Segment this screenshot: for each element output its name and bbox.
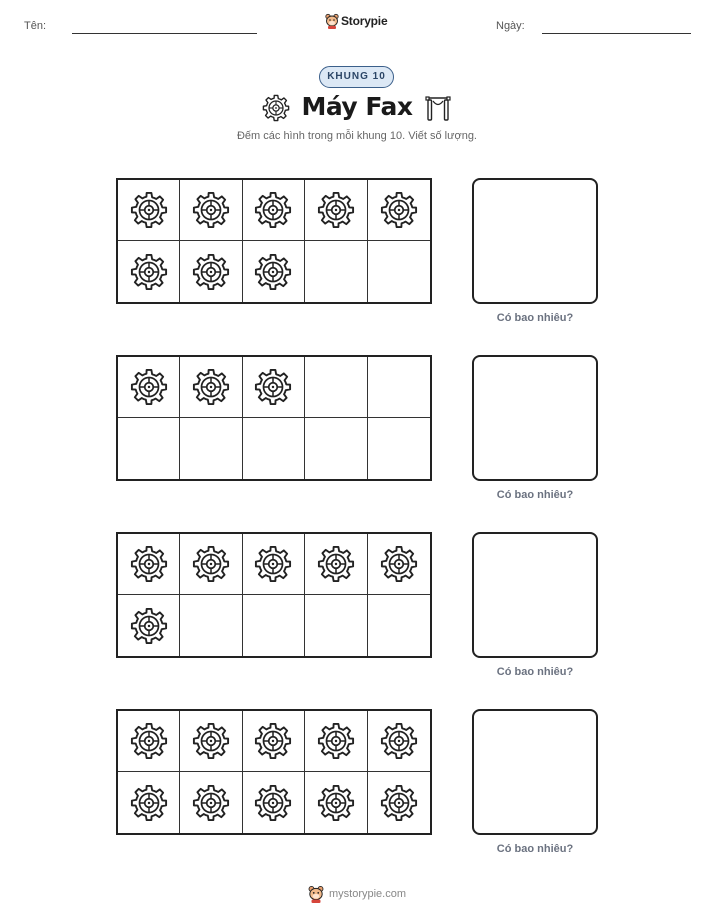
- ten-frame-cell: [368, 595, 430, 656]
- ten-frame-cell: [243, 241, 305, 302]
- bear-mascot-icon: [325, 13, 339, 29]
- ten-frame-cell: [243, 595, 305, 656]
- date-write-line: [542, 33, 691, 34]
- gear-icon: [192, 545, 230, 583]
- gear-icon: [130, 607, 168, 645]
- page-title: Máy Fax: [301, 92, 413, 121]
- footer: [0, 885, 714, 903]
- ten-frame-cell: [118, 241, 180, 302]
- ten-frame-cell: [180, 534, 242, 595]
- ten-frame-cell: [368, 534, 430, 595]
- instruction-text: Đếm các hình trong mỗi khung 10. Viết số lượng.: [236, 130, 477, 142]
- ten-frame-cell: [118, 595, 180, 656]
- gear-icon: [254, 191, 292, 229]
- ten-frame-cell: [368, 772, 430, 833]
- ten-frame-cell: [243, 357, 305, 418]
- name-label: Tên:: [24, 20, 47, 32]
- ten-frame-cell: [305, 711, 367, 772]
- gear-icon: [317, 191, 355, 229]
- ten-frame-cell: [180, 180, 242, 241]
- ten-frame: [116, 178, 432, 304]
- question-label: Có bao nhiêu?: [496, 666, 574, 678]
- gear-icon: [192, 722, 230, 760]
- gear-icon: [380, 722, 418, 760]
- name-write-line: [72, 33, 257, 34]
- gear-icon: [317, 545, 355, 583]
- brand-name: Storypie: [341, 14, 388, 28]
- gear-icon: [380, 191, 418, 229]
- gear-icon: [192, 784, 230, 822]
- ten-frame-cell: [118, 534, 180, 595]
- gear-icon: [130, 722, 168, 760]
- gear-icon: [192, 368, 230, 406]
- ten-frame-cell: [368, 418, 430, 479]
- ten-frame-cell: [368, 711, 430, 772]
- category-badge: KHUNG 10: [319, 66, 394, 88]
- gear-icon: [254, 253, 292, 291]
- ten-frame-cell: [305, 418, 367, 479]
- ten-frame-cell: [118, 357, 180, 418]
- ten-frame-cell: [368, 241, 430, 302]
- question-label: Có bao nhiêu?: [496, 489, 574, 501]
- gear-icon: [254, 368, 292, 406]
- date-label: Ngày:: [496, 20, 525, 32]
- ten-frame-cell: [368, 180, 430, 241]
- ten-frame-cell: [180, 241, 242, 302]
- ten-frame-cell: [118, 180, 180, 241]
- ten-frame-cell: [305, 595, 367, 656]
- question-label: Có bao nhiêu?: [496, 843, 574, 855]
- answer-box[interactable]: [472, 532, 598, 658]
- fax-machine-icon: [424, 94, 452, 122]
- answer-box[interactable]: [472, 178, 598, 304]
- ten-frame-cell: [180, 772, 242, 833]
- gear-icon: [130, 784, 168, 822]
- gear-icon: [130, 253, 168, 291]
- gear-icon: [317, 784, 355, 822]
- gear-icon: [130, 368, 168, 406]
- ten-frame-cell: [180, 711, 242, 772]
- ten-frame-cell: [305, 534, 367, 595]
- gear-icon: [192, 191, 230, 229]
- ten-frame-cell: [243, 180, 305, 241]
- gear-icon: [254, 545, 292, 583]
- ten-frame-cell: [305, 180, 367, 241]
- ten-frame: [116, 355, 432, 481]
- bear-mascot-icon: [308, 885, 324, 903]
- gear-icon: [130, 191, 168, 229]
- ten-frame-cell: [243, 418, 305, 479]
- ten-frame-cell: [180, 418, 242, 479]
- ten-frame-cell: [243, 534, 305, 595]
- ten-frame: [116, 709, 432, 835]
- question-label: Có bao nhiêu?: [496, 312, 574, 324]
- ten-frame-cell: [118, 711, 180, 772]
- brand-logo: [325, 13, 387, 29]
- footer-site: mystorypie.com: [328, 888, 407, 900]
- ten-frame-cell: [180, 357, 242, 418]
- ten-frame: [116, 532, 432, 658]
- ten-frame-cell: [305, 357, 367, 418]
- ten-frame-cell: [118, 418, 180, 479]
- answer-box[interactable]: [472, 709, 598, 835]
- gear-icon: [254, 722, 292, 760]
- ten-frame-cell: [243, 711, 305, 772]
- ten-frame-cell: [305, 241, 367, 302]
- gear-icon: [130, 545, 168, 583]
- ten-frame-cell: [305, 772, 367, 833]
- gear-icon: [254, 784, 292, 822]
- gear-icon: [317, 722, 355, 760]
- ten-frame-cell: [243, 772, 305, 833]
- answer-box[interactable]: [472, 355, 598, 481]
- title-row: [0, 92, 714, 124]
- ten-frame-cell: [118, 772, 180, 833]
- ten-frame-cell: [180, 595, 242, 656]
- ten-frame-cell: [368, 357, 430, 418]
- gear-icon: [192, 253, 230, 291]
- gear-icon: [380, 545, 418, 583]
- gear-icon: [380, 784, 418, 822]
